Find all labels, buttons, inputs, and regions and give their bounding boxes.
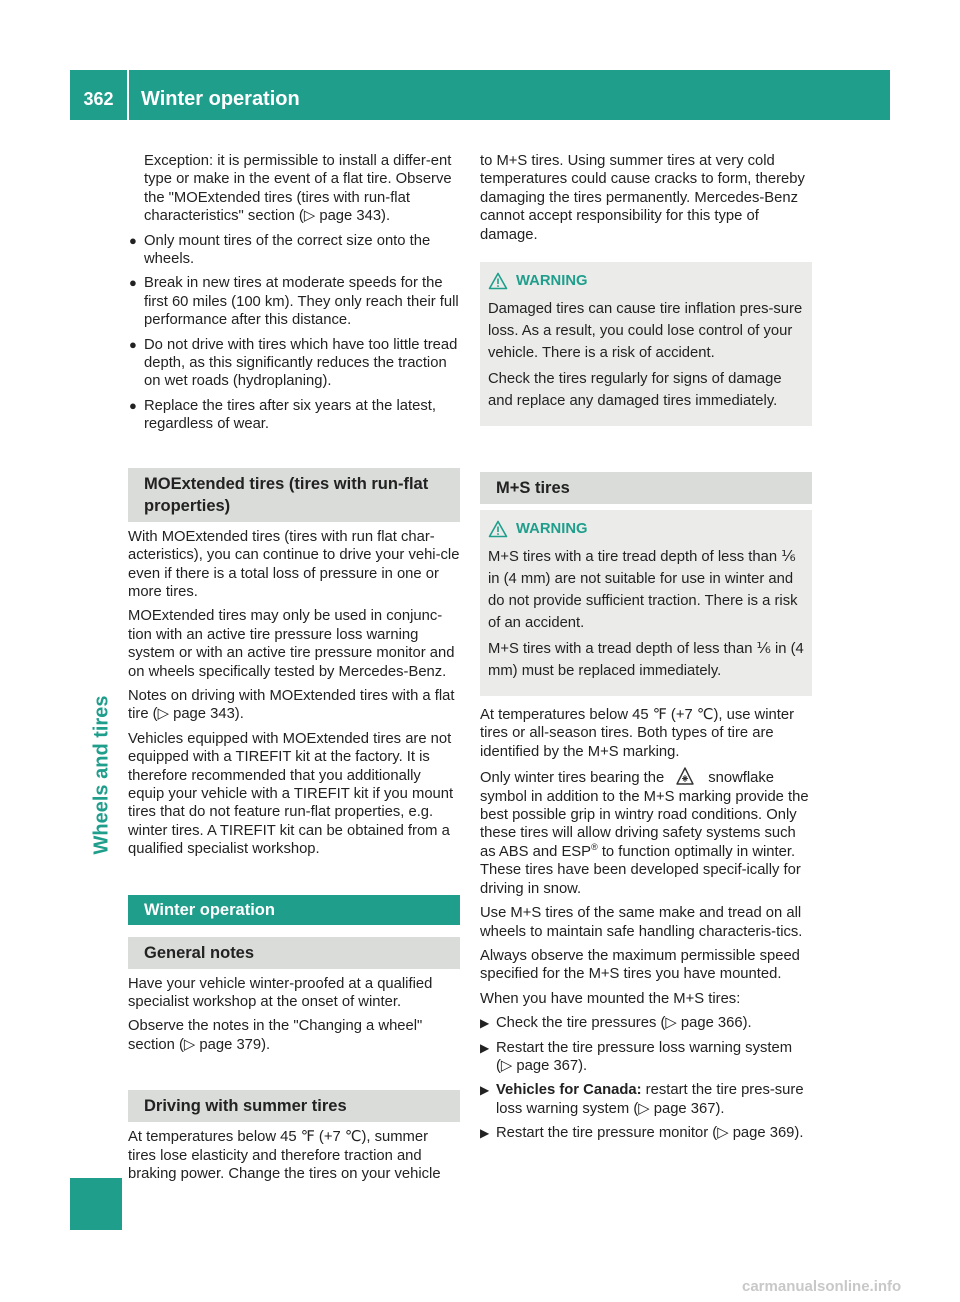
warning-text: M+S tires with a tire tread depth of less than ⅙ in (4 mm) are not suitable for use in winter and do not provide sufficient traction. There is a risk of an accident. (488, 549, 798, 632)
section-heading-moextended: MOExtended tires (tires with run-flat properties) (128, 468, 460, 522)
exception-note: Exception: it is permissible to install a differ-ent type or make in the event of a flat tire. Observe the "MOExtended tires (tires with run-flat characteristics" section (▷ page 343). (144, 153, 452, 225)
right-column (480, 152, 812, 1149)
step-item: ▶ Restart the tire pressure loss warning system (▷ page 367). (480, 1039, 793, 1074)
warning-box-damaged-tires (480, 262, 812, 426)
bullet-icon: ● (129, 336, 137, 352)
mountain-snowflake-icon (676, 767, 694, 785)
warning-title: WARNING (516, 521, 588, 538)
step-arrow-icon: ▶ (480, 1040, 490, 1055)
step-item: ▶ Check the tire pressures (▷ page 366). (480, 1015, 752, 1032)
page-title: Winter operation (141, 88, 300, 110)
bullet-icon: ● (129, 232, 137, 248)
warning-triangle-icon (488, 272, 508, 290)
warning-text: Damaged tires can cause tire inflation pres-sure loss. As a result, you could lose control of your vehicle. There is a risk of accident. (488, 301, 803, 362)
paragraph: MOExtended tires may only be used in conjunc-tion with an active tire pressure loss warning system or with an active tire pressure monitor and on wheels specifically tested by Mercedes-Benz. (128, 608, 455, 680)
step-arrow-icon: ▶ (480, 1016, 490, 1031)
paragraph-snowflake: Only winter tires bearing the snowflake symbol in addition to the M+S marking provide the best possible grip in wintry road conditions. Only these tires will allow driving safety systems such as ABS and ESP® to function optimally in winter. These tires have been developed specif-ically for driving in snow. (480, 767, 812, 898)
section-heading-summer-tires: Driving with summer tires (128, 1090, 460, 1122)
paragraph: When you have mounted the M+S tires: (480, 990, 741, 1007)
section-heading-winter-operation: Winter operation (128, 895, 460, 925)
warning-box-tread-depth (480, 510, 812, 696)
step-arrow-icon: ▶ (480, 1083, 490, 1098)
list-item: ● Break in new tires at moderate speeds for the first 60 miles (100 km). They only reach their full performance after this distance. (129, 275, 459, 329)
bullet-icon: ● (129, 275, 137, 291)
warning-text: M+S tires with a tread depth of less than ⅙ in (4 mm) must be replaced immediately. (488, 641, 804, 680)
paragraph: to M+S tires. Using summer tires at very cold temperatures could cause cracks to form, thereby damaging the tires permanently. Mercedes-Benz cannot accept responsibility for this type of damage. (480, 153, 805, 243)
watermark: carmanualsonline.info (742, 1278, 902, 1295)
chapter-side-label: Wheels and tires (90, 695, 113, 855)
list-item: ● Do not drive with tires which have too little tread depth, as this significantly reduces the traction on wet roads (hydroplaning). (129, 336, 458, 390)
step-item: ▶ Restart the tire pressure monitor (▷ page 369). (480, 1125, 804, 1142)
step-item: ▶ Vehicles for Canada: restart the tire pres-sure loss warning system (▷ page 367). (480, 1082, 804, 1117)
warning-title: WARNING (516, 273, 588, 290)
paragraph: Have your vehicle winter-proofed at a qualified specialist workshop at the onset of winter. (128, 975, 433, 1010)
chapter-marker-block (70, 1178, 122, 1230)
step-arrow-icon: ▶ (480, 1126, 490, 1141)
bullet-icon: ● (129, 397, 137, 413)
paragraph: At temperatures below 45 ℉ (+7 ℃), summer tires lose elasticity and therefore traction and braking power. Change the tires on your vehicle (128, 1129, 441, 1183)
left-column (128, 152, 460, 1189)
paragraph: At temperatures below 45 ℉ (+7 ℃), use winter tires or all-season tires. Both types of tire are identified by the M+S marking. (480, 707, 795, 760)
section-heading-general-notes: General notes (128, 937, 460, 969)
warning-triangle-icon (488, 520, 508, 538)
warning-text: Check the tires regularly for signs of damage and replace any damaged tires immediately. (488, 371, 782, 410)
paragraph: Observe the notes in the "Changing a wheel" section (▷ page 379). (128, 1018, 423, 1053)
list-item: ● Replace the tires after six years at the latest, regardless of wear. (129, 397, 436, 433)
paragraph: Vehicles equipped with MOExtended tires are not equipped with a TIREFIT kit at the factory. It is therefore recommended that you additionally equip your vehicle with a TIREFIT kit if you mount tires that do not feature run-flat properties, e.g. winter tires. A TIREFIT kit can be obtained from a qualified specialist workshop. (128, 730, 454, 858)
paragraph: Always observe the maximum permissible speed specified for the M+S tires you have mounted. (480, 947, 800, 983)
section-heading-ms-tires: M+S tires (480, 472, 812, 504)
page-number: 362 (83, 89, 114, 109)
header-separator (127, 70, 129, 120)
paragraph: With MOExtended tires (tires with run flat char-acteristics), you can continue to drive your vehi-cle even if there is a total loss of pressure in one or more tires. (128, 528, 460, 600)
list-item: ● Only mount tires of the correct size onto the wheels. (129, 232, 431, 268)
paragraph: Use M+S tires of the same make and tread on all wheels to maintain safe handling characteris-tics. (480, 905, 803, 940)
paragraph: Notes on driving with MOExtended tires with a flat tire (▷ page 343). (128, 687, 455, 723)
